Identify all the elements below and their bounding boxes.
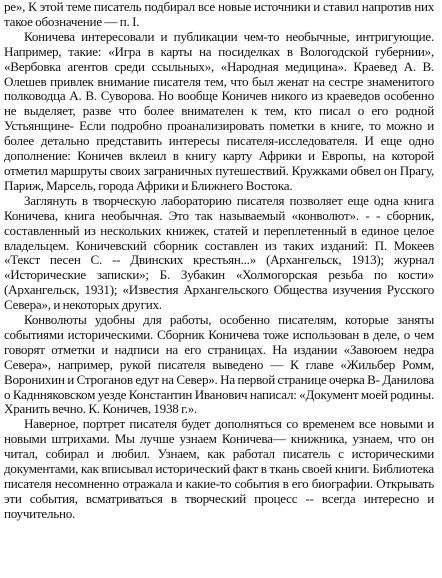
paragraph-2: Коничева интересовали и публикации чем-то необычные, интригующие. Например, такие: «Игра в карты на посиделках в Вологодской губернии», «Вербовка агентов среди ссыльных», «Народная медицина». Краевед А. В. Олешев привлек внимание писателя тем, что был женат на сестре знаменитого полководца А. В. Суворова. Но вообще Коничев никого из краеведов особенно не выделяет, разве что более внимателен к тем, кто писал о его родной Устьянщине- Если подробно проанализировать пометки в книге, то можно и более детально представить интересы писателя-исследователя. И еще одно дополнение: Коничев вклеил в книгу карту Африки и Европы, на которой отметил маршруты своих заграничных путешествий. Кружками обвел он Прагу, Париж, Марсель, города Африки и Ближнего Востока. — [4, 28, 434, 193]
paragraph-3: Заглянуть в творческую лабораторию писателя позволяет еще одна книга Коничева, книга необычная. Это так называемый «конволют». - - сборник, составленный из нескольких книжек, статей и переплетенный в единое целое владельцем. Коничевский сборник составлен из таких изданий: П. Мокеев «Текст песен С. -- Двинских крестьян...» (Архангельск, 1913); журнал «Исторические записки»; Б. Зубакин «Холмогорская резьба по кости» (Архангельск, 1931); «Известия Архангельского Общества изучения Русского Севера», и некоторых других. — [4, 192, 434, 313]
paragraph-4: Конволюты удобны для работы, особенно писателям, которые заняты событиями историческими. Сборник Коничева тоже использован в деле, о чем говорят отметки и надписи на его страницах. На издании «Завоюем недра Севера», например, рукой писателя выведено — К главе «Жильбер Ромм, Воронихин и Строганов едут на Север». На первой странице очерка В- Данилова о Каднняковском уезде Константин Иванович написал: «Документ моей родины. Хранить вечно. К. Коничев, 1938 г.». — [4, 312, 434, 417]
paragraph-1: ре», К этой теме писатель подбирал все новые источники и ставил напротив них такое обозначение — п. I. — [4, 0, 434, 29]
paragraph-5: Наверное, портрет писателя будет дополняться со временем все новыми и новыми штрихами. Мы лучше узнаем Коничева— книжника, узнаем, что он читал, собирал и любил. Узнаем, как работал писатель с историческими документами, как вписывал исторический факт в ткань своей книги. Библиотека писателя несомненно отражала и какие-то события в его биографии. Открывать эти события, всматриваться в творческий процесс -- всегда интересно и поучительно. — [4, 416, 434, 521]
